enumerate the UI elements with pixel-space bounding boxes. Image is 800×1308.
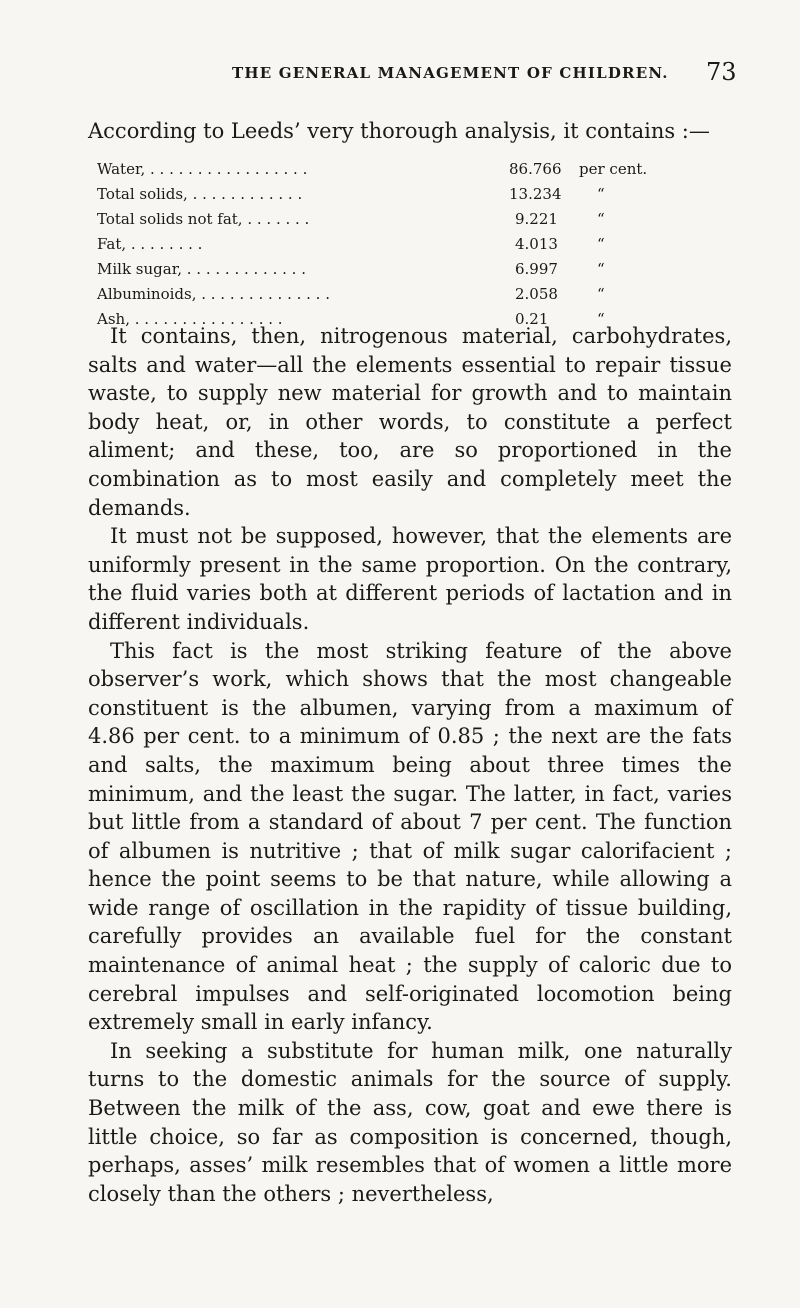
paragraph: It contains, then, nitrogenous material, carbohydrates, salts and water—all the elements essential to repair tissue waste, to supply new material for growth and to maintain body heat, or, in other words, to constitute a perfect aliment; and these, too, are so proportioned in the combination as to most easily and completely meet the demands. bbox=[88, 324, 732, 520]
page-number: 73 bbox=[706, 58, 737, 86]
row-label: Total solids, . . . . . . . . . . . . bbox=[97, 185, 303, 203]
analysis-row-milk-sugar bbox=[97, 257, 717, 282]
row-value: 2.058 bbox=[515, 285, 558, 303]
row-value: 4.013 bbox=[515, 235, 558, 253]
running-header: THE GENERAL MANAGEMENT OF CHILDREN. bbox=[232, 64, 669, 82]
paragraph: It must not be supposed, however, that the elements are uniformly present in the same proportion. On the contrary, the fluid varies both at different periods of lactation and in different individuals. bbox=[88, 524, 732, 634]
row-value: 0.21 bbox=[515, 310, 549, 328]
row-unit: “ bbox=[597, 210, 605, 228]
row-value: 9.221 bbox=[515, 210, 558, 228]
analysis-row-total-solids bbox=[97, 182, 717, 207]
analysis-row-water bbox=[97, 157, 717, 182]
row-label: Ash, . . . . . . . . . . . . . . . . bbox=[97, 310, 283, 328]
intro-sentence: According to Leeds’ very thorough analysis, it contains :— bbox=[88, 119, 710, 143]
body-text bbox=[88, 322, 732, 1208]
analysis-row-fat bbox=[97, 232, 717, 257]
row-label: Water, . . . . . . . . . . . . . . . . . bbox=[97, 160, 308, 178]
row-label: Milk sugar, . . . . . . . . . . . . . bbox=[97, 260, 306, 278]
row-unit: per cent. bbox=[579, 160, 648, 178]
row-value: 86.766 bbox=[509, 160, 562, 178]
row-value: 13.234 bbox=[509, 185, 562, 203]
row-label: Albuminoids, . . . . . . . . . . . . . . bbox=[97, 285, 330, 303]
analysis-table bbox=[97, 157, 717, 332]
paragraph: This fact is the most striking feature of the above observer’s work, which shows that the most changeable constituent is the albumen, varying from a maximum of 4.86 per cent. to a minimum of 0.85 ; the next are the fats and salts, the maximum being about three times the minimum, and the least the sugar. The latter, in fact, varies but little from a standard of about 7 per cent. The function of albumen is nutritive ; that of milk sugar calorifacient ; hence the point seems to be that nature, while allowing a wide range of oscillation in the rapidity of tissue building, carefully provides an available fuel for the constant maintenance of animal heat ; the supply of caloric due to cerebral impulses and self-originated locomotion being extremely small in early infancy. bbox=[88, 638, 732, 1035]
paragraph: In seeking a substitute for human milk, one naturally turns to the domestic animals for the source of supply. Between the milk of the ass, cow, goat and ewe there is little choice, so far as composition is concerned, though, perhaps, asses’ milk resembles that of women a little more closely than the others ; nevertheless, bbox=[88, 1038, 732, 1206]
row-unit: “ bbox=[597, 260, 605, 278]
row-label: Total solids not fat, . . . . . . . bbox=[97, 210, 310, 228]
analysis-row-total-solids-not-fat bbox=[97, 207, 717, 232]
analysis-row-albuminoids bbox=[97, 282, 717, 307]
row-unit: “ bbox=[597, 185, 605, 203]
row-unit: “ bbox=[597, 285, 605, 303]
row-unit: “ bbox=[597, 310, 605, 328]
row-unit: “ bbox=[597, 235, 605, 253]
row-label: Fat, . . . . . . . . bbox=[97, 235, 203, 253]
row-value: 6.997 bbox=[515, 260, 558, 278]
